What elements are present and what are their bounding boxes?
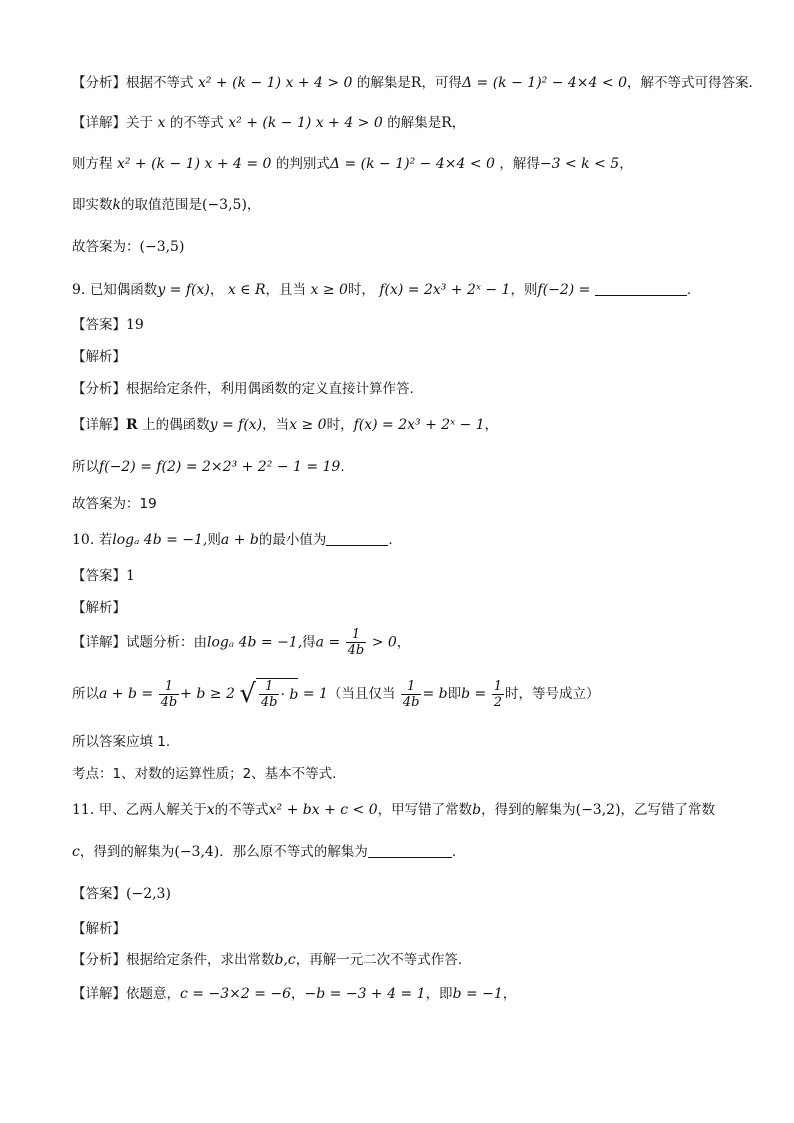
text: ．那么原不等式的解集为	[219, 844, 368, 860]
equation-expr: x² + (k − 1) x + 4 = 0	[116, 156, 272, 172]
text: 故答案为：19	[72, 496, 157, 512]
question-9	[72, 283, 691, 298]
condition-expr: x ≥ 0	[289, 417, 327, 433]
answer-tag: 【答案】	[72, 317, 126, 333]
b-value: b = −1	[452, 986, 503, 1002]
variable-c: c	[72, 844, 80, 860]
domain-expr: x ∈ R	[227, 282, 266, 298]
b-expr: −b = −3 + 4 = 1	[304, 986, 426, 1002]
condition-expr: x ≥ 0	[310, 282, 348, 298]
text: 的不等式	[169, 115, 224, 131]
text: 即实数	[72, 197, 113, 213]
solution-10-header	[72, 601, 126, 616]
fraction: $\frac{1}{4b}$	[402, 678, 420, 710]
text: 考点：1、对数的运算性质；2、基本不等式.	[72, 766, 337, 782]
equals-expr: = 1	[302, 686, 328, 702]
text: ，	[451, 115, 466, 131]
answer-line-8	[72, 240, 184, 255]
detail-line-8c	[72, 198, 260, 213]
text: 若	[98, 532, 113, 548]
text: 的解集是	[356, 75, 411, 91]
text: ，得到的解集为	[79, 844, 175, 860]
text: 时，	[347, 282, 375, 298]
analysis-11	[72, 953, 462, 968]
variable-x: x	[206, 802, 215, 818]
positive-expr: > 0	[371, 634, 397, 651]
final-9	[72, 497, 157, 512]
set-r: R	[410, 75, 422, 91]
text: 的最小值为	[258, 532, 327, 548]
discriminant-expr: Δ = (k − 1)² − 4×4 < 0	[329, 156, 495, 172]
sum-expr: a + b =	[99, 686, 154, 702]
detail-9a	[72, 418, 498, 433]
inequality-expr: x² + (k − 1) x + 4 > 0	[197, 75, 353, 91]
text: 故答案为：	[72, 239, 140, 255]
detail-10b	[72, 678, 600, 710]
analysis-tag: 【分析】	[72, 381, 126, 397]
text: .	[388, 532, 393, 548]
analysis-tag: 【分析】	[72, 75, 126, 91]
fraction: $\frac{1}{4b}$	[347, 627, 365, 658]
inequality-expr: x² + bx + c < 0	[268, 802, 378, 818]
sum-expr: a + b	[220, 532, 259, 548]
text: .	[686, 282, 692, 298]
text: ，可得	[421, 75, 462, 91]
text: 根据给定条件，利用偶函数的定义直接计算作答.	[126, 381, 414, 397]
solution-tag: 【解析】	[72, 600, 126, 616]
answer-blank	[595, 283, 687, 296]
answer-fill-10	[72, 735, 170, 750]
text: 的取值范围是	[120, 197, 202, 213]
text: 即	[447, 686, 462, 702]
computation-expr: f(−2) = f(2) = 2×2³ + 2² − 1 = 19	[99, 459, 341, 475]
text: ，得到的解集为	[481, 802, 576, 818]
answer-blank	[326, 533, 388, 546]
variable-k: k	[112, 197, 121, 213]
text: ，	[619, 156, 633, 172]
text: 试题分析：由	[126, 634, 207, 651]
b-expr: b =	[461, 686, 487, 702]
function-expr: y = f(x)	[157, 282, 210, 298]
set-r: R	[441, 115, 452, 131]
question-10	[72, 533, 393, 548]
text: ，	[502, 986, 517, 1002]
interval-expr: (−3,5)	[201, 197, 247, 213]
answer-10	[72, 569, 135, 584]
c-expr: c = −3×2 = −6	[180, 986, 292, 1002]
answer-tag: 【答案】	[72, 886, 126, 902]
detail-tag: 【详解】	[72, 986, 126, 1002]
text: 所以答案应填 1.	[72, 734, 171, 750]
solution-11-header	[72, 922, 126, 937]
detail-9b	[72, 460, 345, 475]
function-expr: y = f(x)	[209, 417, 263, 433]
variable-x: x	[157, 115, 166, 131]
text: 根据不等式	[126, 75, 194, 91]
text: ，	[291, 986, 305, 1002]
text: ，即	[425, 986, 453, 1002]
text: .	[451, 844, 457, 860]
answer-9	[72, 318, 144, 333]
text: 则方程	[72, 156, 113, 172]
detail-10a	[72, 627, 410, 658]
target-expr: f(−2) =	[537, 282, 591, 298]
text: .	[340, 459, 345, 475]
inequality-expr: + b ≥ 2	[180, 686, 235, 702]
interval-expr: (−3,5)	[139, 239, 185, 255]
equals-expr: = b	[422, 686, 448, 702]
text: ，	[209, 282, 224, 298]
text: 得	[302, 634, 316, 651]
topic-10	[72, 767, 336, 782]
a-expr: a =	[315, 634, 341, 651]
fraction: $\frac{1}{2}$	[493, 678, 502, 710]
text: 的判别式	[275, 156, 330, 172]
text: 的解集是	[387, 115, 442, 131]
solution-expr: −3 < k < 5	[539, 156, 620, 172]
text: 关于	[126, 115, 153, 131]
detail-line-8a	[72, 116, 465, 131]
answer-value: (−2,3)	[126, 886, 171, 902]
text: ，解得	[499, 156, 540, 172]
analysis-line-8	[72, 76, 753, 91]
square-root: √ $\frac{1}{4b}$ · b	[239, 679, 299, 710]
analysis-9	[72, 382, 414, 397]
text: 所以	[72, 686, 99, 702]
log-expr: logₐ 4b = −1,	[112, 532, 208, 548]
question-number: 10.	[72, 532, 95, 548]
detail-line-8b	[72, 157, 633, 172]
set-r: R	[126, 417, 138, 433]
function-def-expr: f(x) = 2x³ + 2ˣ − 1	[379, 282, 511, 298]
text: ，	[484, 417, 499, 433]
text: ，	[246, 197, 261, 213]
text: ，甲写错了常数	[377, 802, 473, 818]
text: ，当	[262, 417, 290, 433]
solution-9-header	[72, 350, 126, 365]
detail-tag: 【详解】	[72, 634, 126, 651]
question-11a	[72, 803, 715, 818]
text: 根据给定条件，求出常数	[126, 952, 275, 968]
detail-tag: 【详解】	[72, 115, 126, 131]
solution-tag: 【解析】	[72, 921, 126, 937]
detail-11	[72, 987, 516, 1002]
variables-bc: b,c	[274, 952, 296, 968]
question-number: 11.	[72, 802, 95, 818]
answer-value: 19	[126, 317, 144, 333]
fraction: $\frac{1}{4b}$	[160, 678, 178, 710]
text: 的不等式	[214, 802, 269, 818]
function-def-expr: f(x) = 2x³ + 2ˣ − 1	[353, 417, 485, 433]
interval-expr: (−3,4)	[174, 844, 220, 860]
variable-b: b	[472, 802, 482, 818]
discriminant-expr: Δ = (k − 1)² − 4×4 < 0	[461, 75, 627, 91]
interval-expr: (−3,2)	[575, 802, 621, 818]
text: ，再解一元二次不等式作答.	[295, 952, 463, 968]
text: 所以	[72, 459, 99, 475]
analysis-tag: 【分析】	[72, 952, 126, 968]
text: ，乙写错了常数	[620, 802, 716, 818]
text: 则	[207, 532, 221, 548]
text: 依题意，	[126, 986, 180, 1002]
log-expr: logₐ 4b = −1,	[207, 634, 303, 651]
solution-tag: 【解析】	[72, 349, 126, 365]
text: 上的偶函数	[142, 417, 210, 433]
text: 时，	[326, 417, 354, 433]
text: ，解不等式可得答案.	[626, 75, 753, 91]
text: 已知偶函数	[89, 282, 158, 298]
text: 时，等号成立）	[505, 686, 600, 702]
inequality-expr: x² + (k − 1) x + 4 > 0	[228, 115, 383, 131]
question-11b	[72, 845, 456, 860]
answer-blank	[368, 845, 452, 858]
question-number: 9.	[72, 282, 86, 298]
text: ，	[396, 634, 411, 651]
answer-value: 1	[126, 568, 135, 584]
answer-tag: 【答案】	[72, 568, 126, 584]
text: （当且仅当	[327, 686, 396, 702]
answer-11	[72, 887, 171, 902]
text: 甲、乙两人解关于	[98, 802, 207, 818]
detail-tag: 【详解】	[72, 417, 126, 433]
text: ，则	[510, 282, 538, 298]
text: ，且当	[265, 282, 307, 298]
